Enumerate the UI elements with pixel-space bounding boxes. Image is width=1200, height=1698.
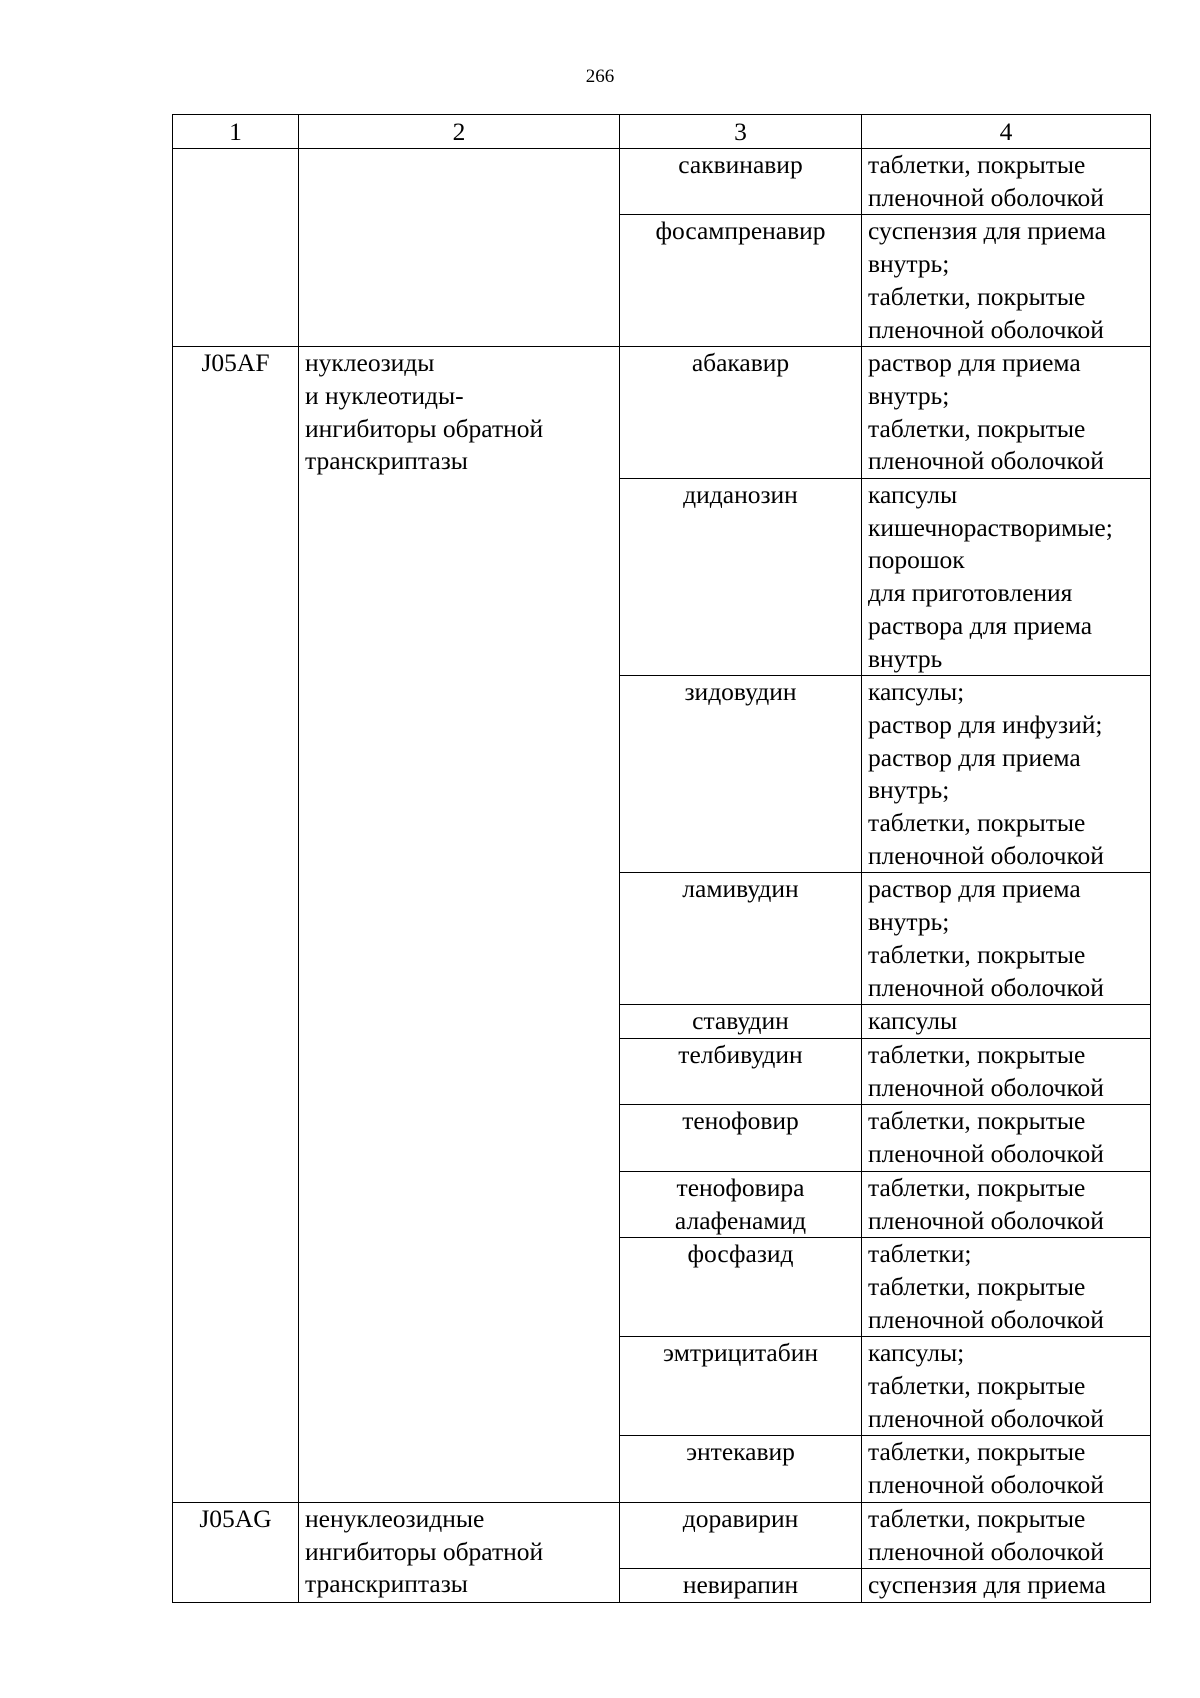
drug-name-cell: зидовудин bbox=[620, 676, 862, 873]
drug-name-cell: фосампренавир bbox=[620, 215, 862, 347]
dosage-form-cell: суспензия для приема внутрь; таблетки, покрытые пленочной оболочкой bbox=[862, 215, 1151, 347]
drug-name-cell: ламивудин bbox=[620, 873, 862, 1005]
drug-name-cell: фосфазид bbox=[620, 1238, 862, 1337]
drug-name-cell: диданозин bbox=[620, 479, 862, 676]
atc-code-cell-empty bbox=[173, 149, 299, 347]
table-row bbox=[173, 149, 1151, 215]
drug-name-cell: энтекавир bbox=[620, 1436, 862, 1502]
dosage-form-cell: таблетки, покрытые пленочной оболочкой bbox=[862, 149, 1151, 215]
atc-code-cell: J05AF bbox=[173, 347, 299, 1503]
header-col-2: 2 bbox=[299, 115, 620, 149]
dosage-form-cell: суспензия для приема bbox=[862, 1569, 1151, 1603]
drug-name-cell: доравирин bbox=[620, 1502, 862, 1568]
table-row bbox=[173, 347, 1151, 479]
drug-name-cell: телбивудин bbox=[620, 1038, 862, 1104]
dosage-form-cell: капсулы; раствор для инфузий; раствор для приема внутрь; таблетки, покрытые пленочной оболочкой bbox=[862, 676, 1151, 873]
dosage-form-cell: таблетки, покрытые пленочной оболочкой bbox=[862, 1171, 1151, 1237]
table-header-row bbox=[173, 115, 1151, 149]
drug-table bbox=[172, 114, 1151, 1603]
drug-name-cell: тенофовира алафенамид bbox=[620, 1171, 862, 1237]
group-cell-empty bbox=[299, 149, 620, 347]
header-col-4: 4 bbox=[862, 115, 1151, 149]
dosage-form-cell: таблетки; таблетки, покрытые пленочной оболочкой bbox=[862, 1238, 1151, 1337]
atc-code-cell: J05AG bbox=[173, 1502, 299, 1602]
dosage-form-cell: капсулы; таблетки, покрытые пленочной оболочкой bbox=[862, 1337, 1151, 1436]
dosage-form-cell: капсулы кишечнорастворимые; порошок для приготовления раствора для приема внутрь bbox=[862, 479, 1151, 676]
dosage-form-cell: таблетки, покрытые пленочной оболочкой bbox=[862, 1105, 1151, 1171]
drug-name-cell: тенофовир bbox=[620, 1105, 862, 1171]
drug-name-cell: невирапин bbox=[620, 1569, 862, 1603]
group-name-cell: нуклеозиды и нуклеотиды- ингибиторы обратной транскриптазы bbox=[299, 347, 620, 1503]
group-name-cell: ненуклеозидные ингибиторы обратной транскриптазы bbox=[299, 1502, 620, 1602]
page-number: 266 bbox=[585, 66, 615, 87]
drug-name-cell: эмтрицитабин bbox=[620, 1337, 862, 1436]
dosage-form-cell: таблетки, покрытые пленочной оболочкой bbox=[862, 1502, 1151, 1568]
dosage-form-cell: таблетки, покрытые пленочной оболочкой bbox=[862, 1436, 1151, 1502]
dosage-form-cell: раствор для приема внутрь; таблетки, покрытые пленочной оболочкой bbox=[862, 347, 1151, 479]
drug-name-cell: абакавир bbox=[620, 347, 862, 479]
dosage-form-cell: раствор для приема внутрь; таблетки, покрытые пленочной оболочкой bbox=[862, 873, 1151, 1005]
drug-name-cell: саквинавир bbox=[620, 149, 862, 215]
header-col-3: 3 bbox=[620, 115, 862, 149]
table-row bbox=[173, 1502, 1151, 1568]
header-col-1: 1 bbox=[173, 115, 299, 149]
dosage-form-cell: таблетки, покрытые пленочной оболочкой bbox=[862, 1038, 1151, 1104]
dosage-form-cell: капсулы bbox=[862, 1005, 1151, 1039]
drug-name-cell: ставудин bbox=[620, 1005, 862, 1039]
